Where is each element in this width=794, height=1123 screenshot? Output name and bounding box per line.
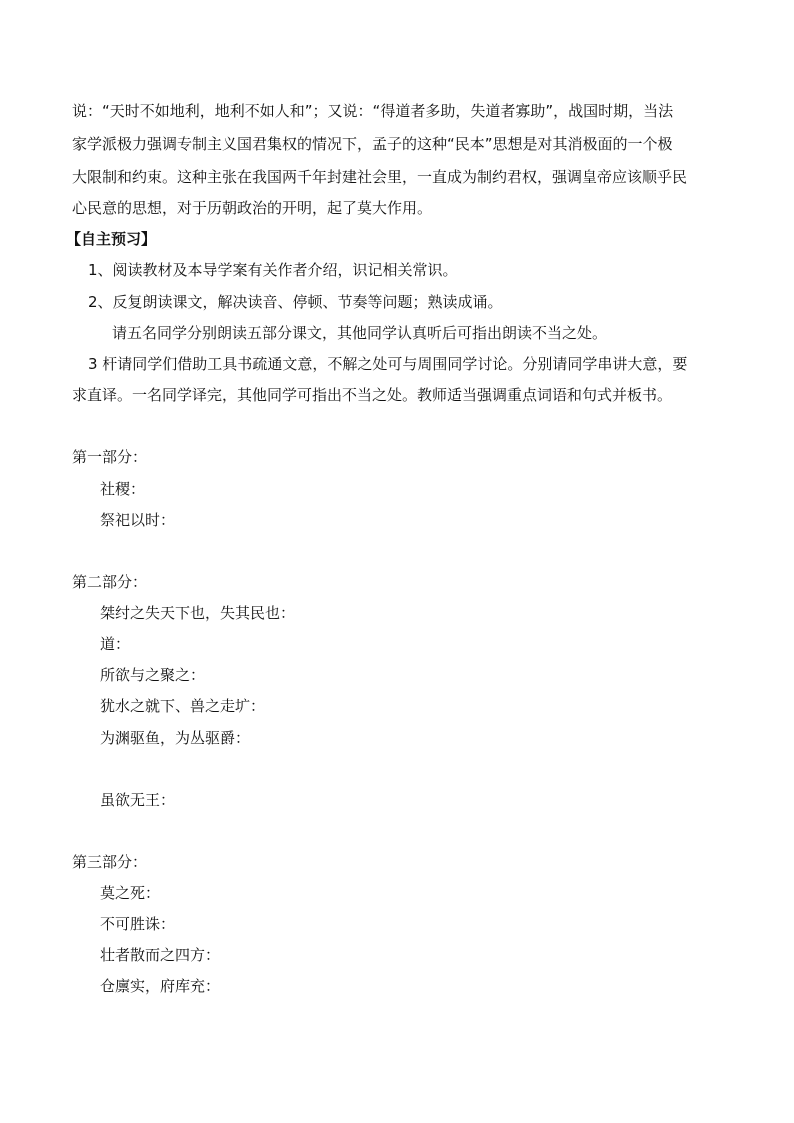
part-3-item: 壮者散而之四方： — [100, 946, 221, 964]
part-1-label: 第一部分： — [72, 448, 148, 466]
part-2-item: 道： — [100, 635, 131, 653]
part-2-item: 为渊驱鱼，为丛驱爵： — [100, 729, 251, 747]
step-2-note: 请五名同学分别朗读五部分课文，其他同学认真听后可指出朗读不当之处。 — [112, 324, 608, 342]
section-heading: 【自主预习】 — [66, 230, 157, 248]
part-2-label: 第二部分： — [72, 573, 148, 591]
part-2-item: 虽欲无王： — [100, 791, 176, 809]
intro-line-1: 说：“天时不如地利，地利不如人和”；又说：“得道者多助，失道者寡助”，战国时期，当法 — [72, 102, 674, 120]
step-3-line-1: 3 杆请同学们借助工具书疏通文意，不解之处可与周围同学讨论。分别请同学串讲大意，要 — [88, 355, 688, 373]
intro-line-3: 大限制和约束。这种主张在我国两千年封建社会里，一直成为制约君权，强调皇帝应该顺乎民 — [72, 168, 688, 186]
step-1: 1、阅读教材及本导学案有关作者介绍，识记相关常识。 — [88, 261, 458, 279]
part-3-item: 不可胜诛： — [100, 915, 176, 933]
part-3-label: 第三部分： — [72, 853, 148, 871]
intro-line-2: 家学派极力强调专制主义国君集权的情况下，孟子的这种“民本”思想是对其消极面的一个极 — [72, 135, 673, 153]
part-2-item: 所欲与之聚之： — [100, 666, 206, 684]
part-2-item: 犹水之就下、兽之走圹： — [100, 697, 266, 715]
intro-line-4: 心民意的思想，对于历朝政治的开明，起了莫大作用。 — [72, 199, 433, 217]
part-1-item: 社稷： — [100, 480, 146, 498]
part-3-item: 莫之死： — [100, 884, 161, 902]
step-2: 2、反复朗读课文，解决读音、停顿、节奏等问题；熟读成诵。 — [88, 293, 503, 311]
part-3-item: 仓廪实，府库充： — [100, 977, 221, 995]
part-1-item: 祭祀以时： — [100, 511, 176, 529]
step-3-line-2: 求直译。一名同学译完，其他同学可指出不当之处。教师适当强调重点词语和句式并板书。 — [72, 386, 673, 404]
part-2-item: 桀纣之失天下也，失其民也： — [100, 604, 296, 622]
